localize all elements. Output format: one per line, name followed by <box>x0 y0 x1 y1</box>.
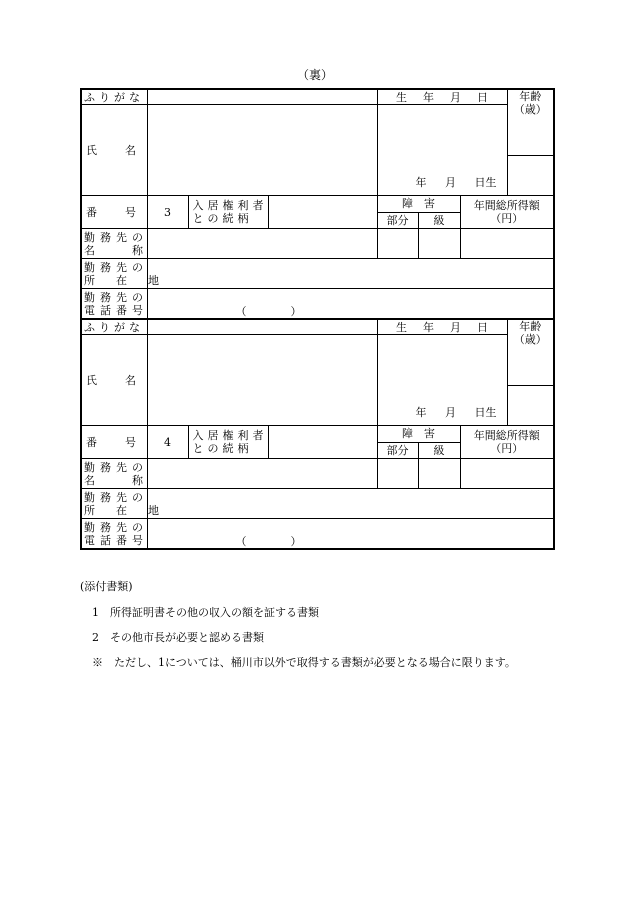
birthdate-field[interactable]: 年 月 日生 <box>377 105 507 196</box>
furigana-label: ふりがな <box>81 319 147 335</box>
disability-header: 障 害 <box>377 196 460 213</box>
income-field[interactable] <box>460 229 554 259</box>
name-label: 氏 名 <box>81 105 147 196</box>
workplace-name-label: 勤務先の 名 称 <box>81 229 147 259</box>
workplace-address-label: 勤務先の 所 在 地 <box>81 259 147 289</box>
disability-grade-label: 級 <box>418 442 460 459</box>
workplace-address-field[interactable] <box>147 489 554 519</box>
income-field[interactable] <box>460 459 554 489</box>
furigana-field[interactable] <box>147 319 377 335</box>
income-header: 年間総所得額 （円） <box>460 426 554 459</box>
household-member-form <box>80 88 555 550</box>
disability-part-field[interactable] <box>377 229 418 259</box>
disability-header: 障 害 <box>377 426 460 443</box>
name-field[interactable] <box>147 105 377 196</box>
number-label: 番 号 <box>81 426 147 459</box>
age-header: 年齢 （歳） <box>507 89 554 156</box>
income-header: 年間総所得額 （円） <box>460 196 554 229</box>
furigana-label: ふりがな <box>81 89 147 105</box>
attachment-note: ※ ただし、1については、桶川市以外で取得する書類が必要となる場合に限ります。 <box>92 656 516 669</box>
disability-part-label: 部分 <box>377 442 418 459</box>
birthdate-header: 生 年 月 日 <box>377 319 507 335</box>
workplace-name-field[interactable] <box>147 229 377 259</box>
number-label: 番 号 <box>81 196 147 229</box>
workplace-name-field[interactable] <box>147 459 377 489</box>
age-field[interactable] <box>507 386 554 426</box>
workplace-phone-label: 勤務先の 電話番号 <box>81 519 147 550</box>
relation-field[interactable] <box>268 426 377 459</box>
workplace-address-field[interactable] <box>147 259 554 289</box>
disability-grade-field[interactable] <box>418 459 460 489</box>
relation-label: 入居権利者 との続柄 <box>188 196 268 229</box>
workplace-phone-label: 勤務先の 電話番号 <box>81 289 147 320</box>
birthdate-field[interactable]: 年 月 日生 <box>377 335 507 426</box>
relation-label: 入居権利者 との続柄 <box>188 426 268 459</box>
furigana-field[interactable] <box>147 89 377 105</box>
person-number: 3 <box>147 196 188 229</box>
age-header: 年齢 （歳） <box>507 319 554 386</box>
attachment-item-1: 1 所得証明書その他の収入の額を証する書類 <box>92 606 319 619</box>
workplace-address-label: 勤務先の 所 在 地 <box>81 489 147 519</box>
workplace-name-label: 勤務先の 名 称 <box>81 459 147 489</box>
disability-part-label: 部分 <box>377 212 418 229</box>
workplace-phone-field[interactable]: （ ） <box>147 289 554 320</box>
attachments-heading: (添付書類) <box>80 580 133 593</box>
workplace-phone-field[interactable]: （ ） <box>147 519 554 550</box>
person-number: 4 <box>147 426 188 459</box>
name-label: 氏 名 <box>81 335 147 426</box>
relation-field[interactable] <box>268 196 377 229</box>
attachment-item-2: 2 その他市長が必要と認める書類 <box>92 631 264 644</box>
disability-grade-field[interactable] <box>418 229 460 259</box>
disability-grade-label: 級 <box>418 212 460 229</box>
birthdate-header: 生 年 月 日 <box>377 89 507 105</box>
page-title: （裏） <box>296 68 333 82</box>
name-field[interactable] <box>147 335 377 426</box>
person-block-1 <box>81 89 554 319</box>
age-field[interactable] <box>507 156 554 196</box>
disability-part-field[interactable] <box>377 459 418 489</box>
person-block-2 <box>81 319 554 549</box>
